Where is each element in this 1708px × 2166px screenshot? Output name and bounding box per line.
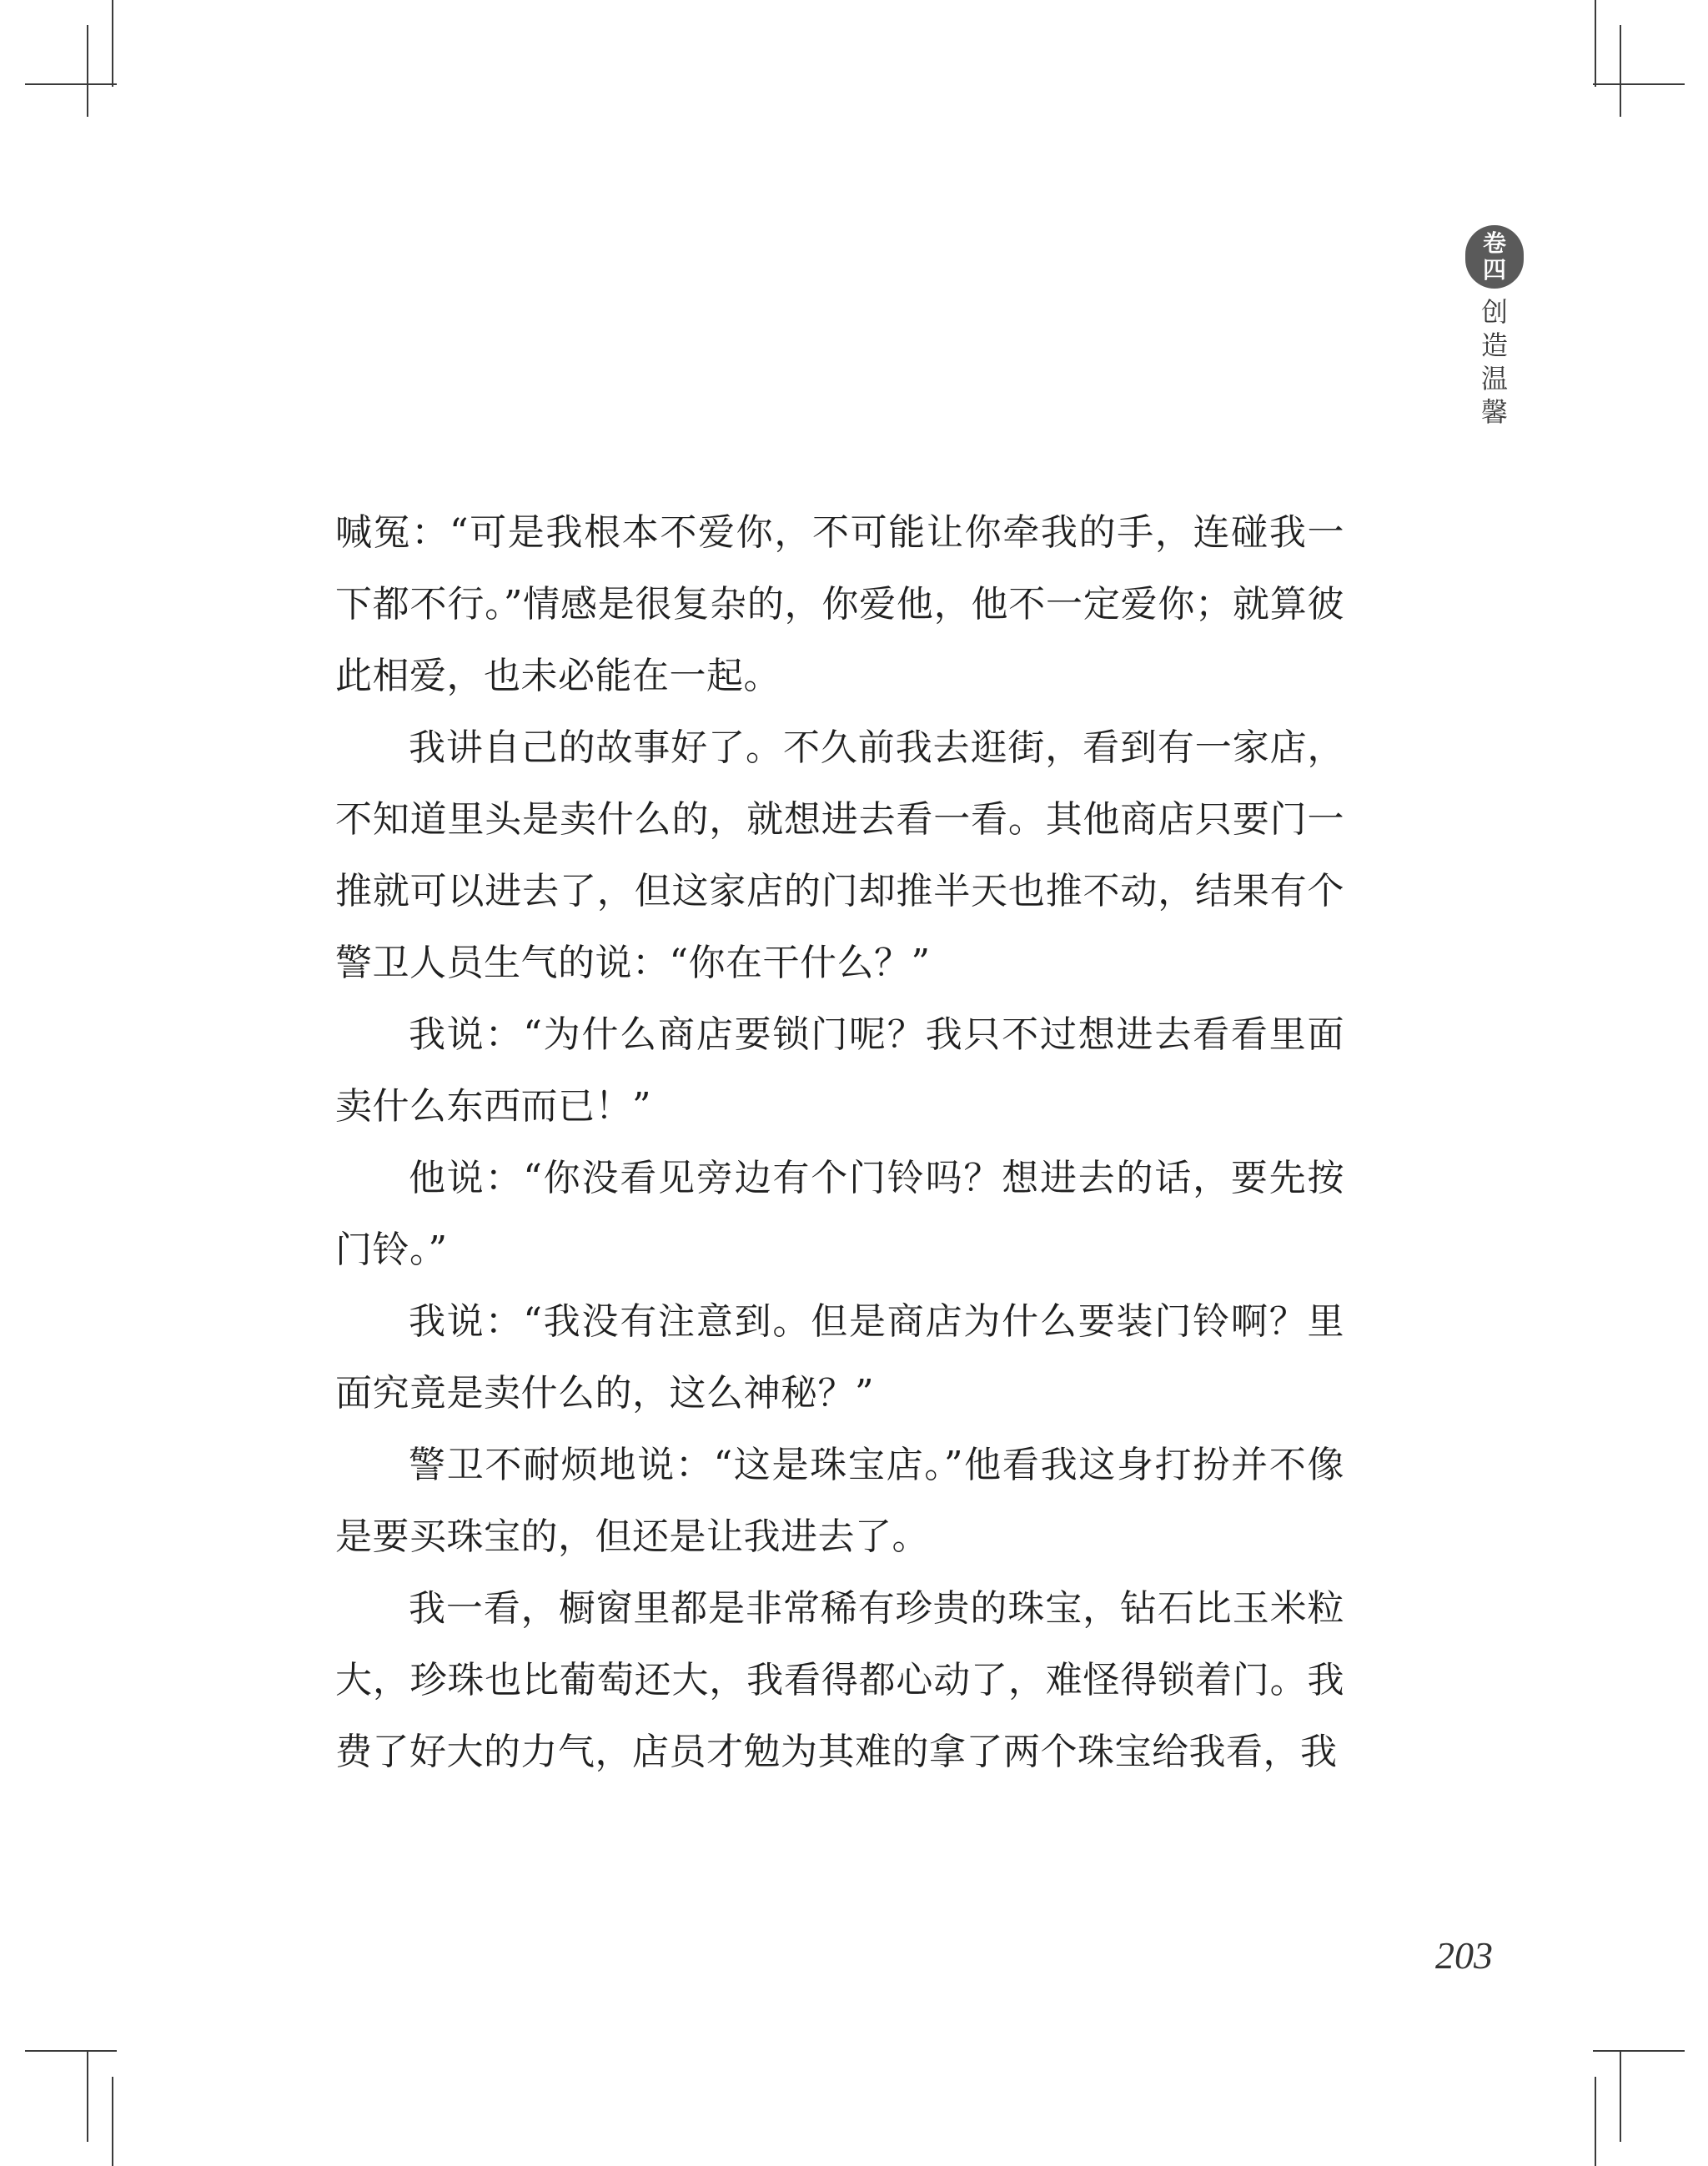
crop-mark [25,83,117,85]
crop-mark [1620,2050,1621,2142]
chapter-title-char: 造 [1480,329,1508,361]
crop-mark [1620,25,1621,117]
crop-mark [112,0,113,87]
crop-mark [112,2077,113,2166]
paragraph: 我一看，橱窗里都是非常稀有珍贵的珠宝，钻石比玉米粒大，珍珠也比葡萄还大，我看得都心动了，难怪得锁着门。我费了好大的力气，店员才勉为其难的拿了两个珠宝给我看，我 [335,1587,1344,1773]
crop-mark [87,2050,88,2142]
chapter-badge-char: 卷 [1482,229,1506,257]
paragraph: 喊冤：“可是我根本不爱你，不可能让你牵我的手，连碰我一下都不行。”情感是很复杂的，你爱他，他不一定爱你；就算彼此相爱，也未必能在一起。 [335,511,1344,697]
crop-mark [1595,0,1596,87]
paragraph: 警卫不耐烦地说：“这是珠宝店。”他看我这身打扮并不像是要买珠宝的，但还是让我进去了。 [335,1444,1344,1558]
chapter-title [1481,295,1508,429]
crop-mark [1593,83,1685,85]
chapter-title-char: 创 [1480,296,1508,328]
crop-mark [87,25,88,117]
chapter-badge [1465,225,1524,289]
chapter-title-char: 温 [1480,363,1508,395]
crop-mark [25,2050,117,2052]
crop-mark [1593,2050,1685,2052]
body-text [335,497,1344,1788]
chapter-title-char: 馨 [1480,396,1508,428]
paragraph: 我说：“我没有注意到。但是商店为什么要装门铃啊？里面究竟是卖什么的，这么神秘？” [335,1300,1344,1415]
crop-mark [1595,2077,1596,2166]
chapter-badge-char: 四 [1482,256,1506,284]
paragraph: 他说：“你没看见旁边有个门铃吗？想进去的话，要先按门铃。” [335,1157,1344,1271]
chapter-tab [1465,225,1524,429]
paragraph: 我讲自己的故事好了。不久前我去逛街，看到有一家店，不知道里头是卖什么的，就想进去看一看。其他商店只要门一推就可以进去了，但这家店的门却推半天也推不动，结果有个警卫人员生气的说：“你在干什么？” [335,726,1344,984]
paragraph: 我说：“为什么商店要锁门呢？我只不过想进去看看里面卖什么东西而已！” [335,1013,1344,1128]
page-number: 203 [1435,1934,1493,1977]
